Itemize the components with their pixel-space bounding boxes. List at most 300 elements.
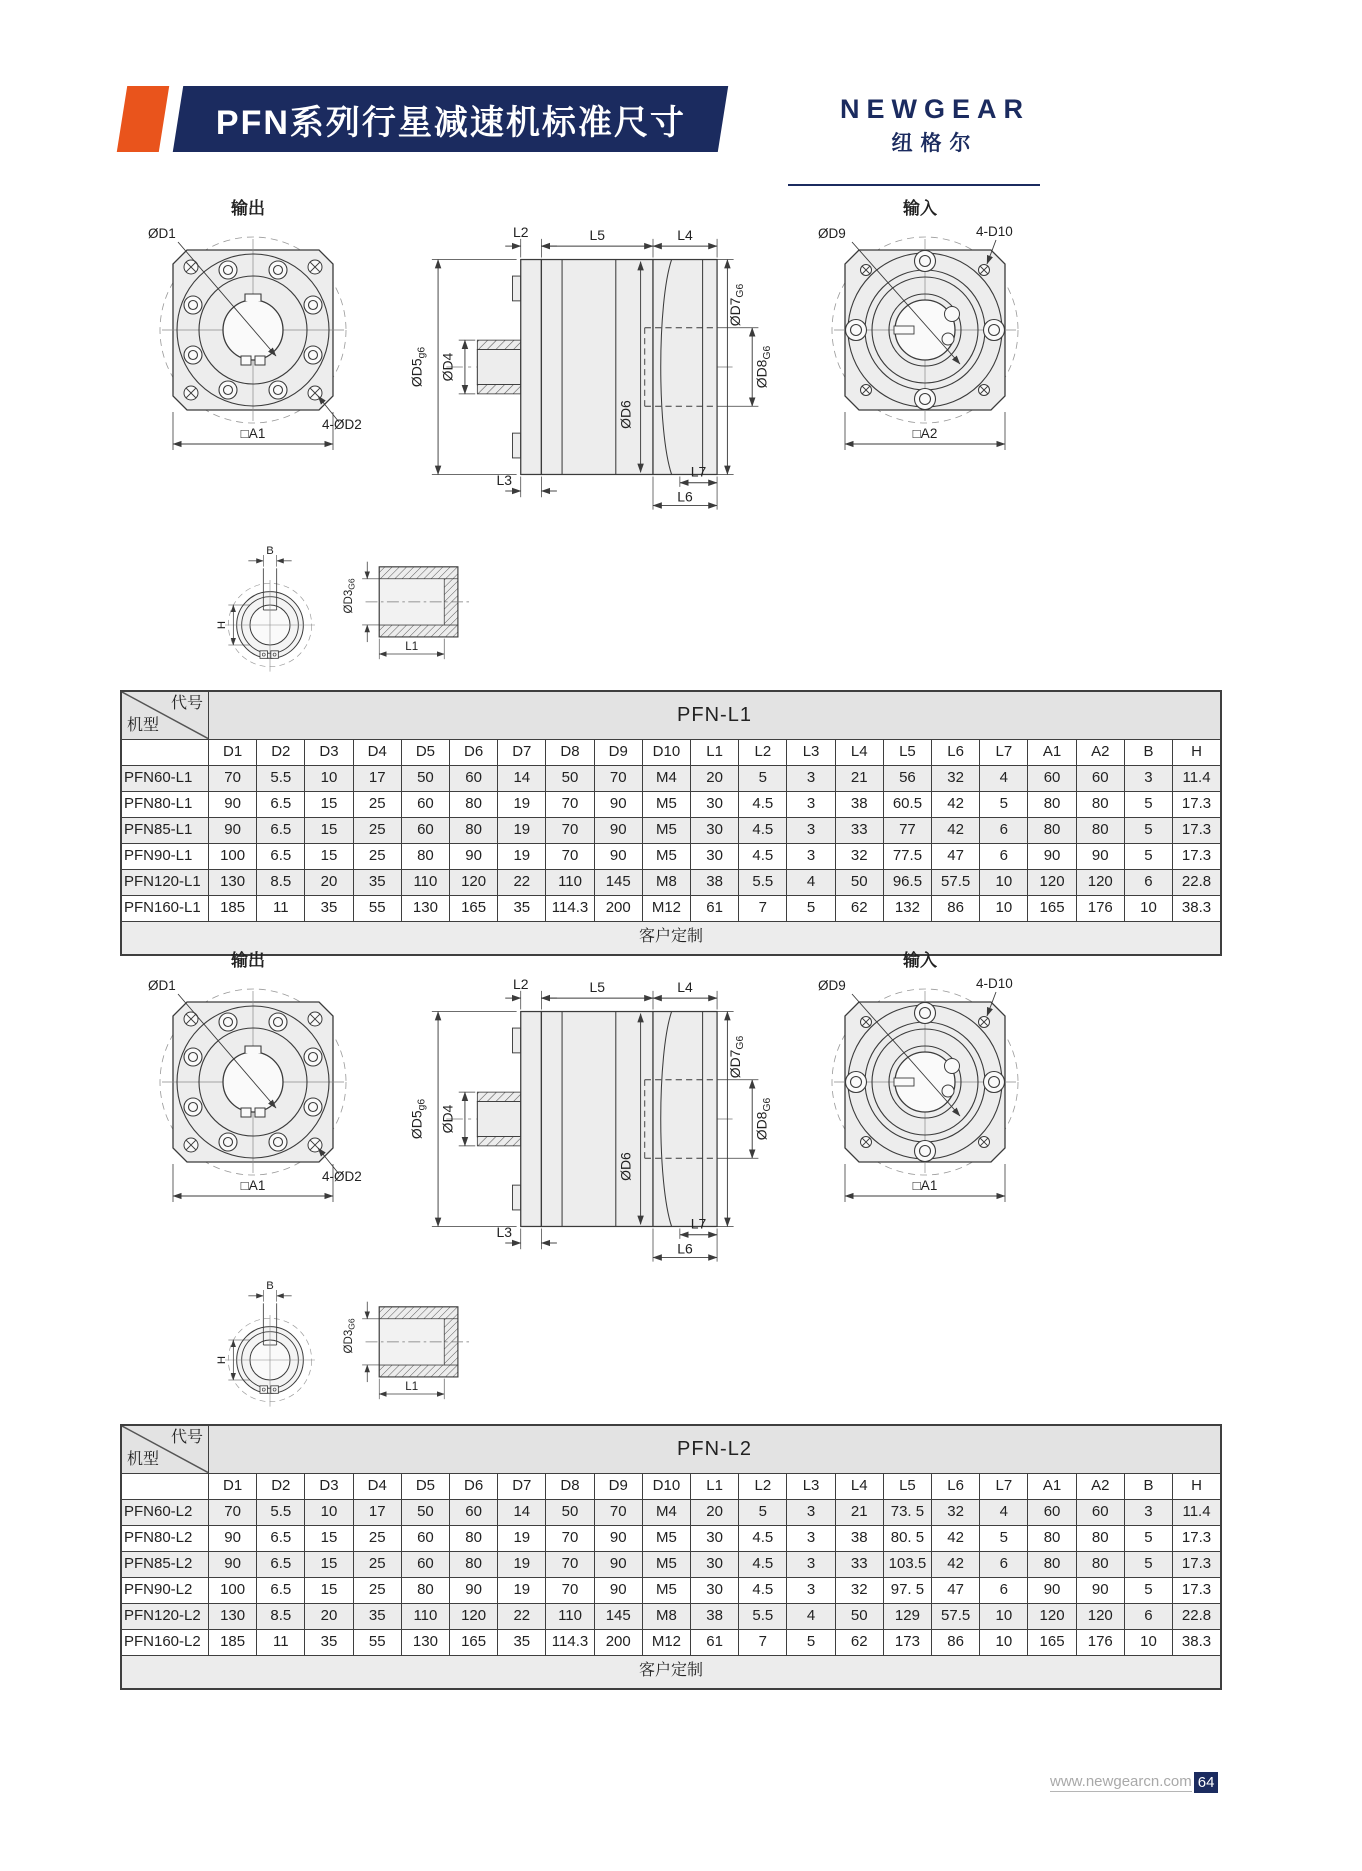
column-header: A1 xyxy=(1028,1473,1076,1499)
value-cell: M4 xyxy=(642,765,690,791)
value-cell: 17 xyxy=(353,1499,401,1525)
column-header: H xyxy=(1173,1473,1221,1499)
value-cell: 110 xyxy=(546,1603,594,1629)
value-cell: 80 xyxy=(1028,1551,1076,1577)
value-cell: 165 xyxy=(1028,895,1076,921)
value-cell: 90 xyxy=(209,817,257,843)
column-header: D1 xyxy=(209,1473,257,1499)
table-row xyxy=(121,817,1221,843)
dim-label-l4: L4 xyxy=(677,978,693,995)
dim-label-d10: 4-D10 xyxy=(976,224,1013,239)
value-cell: 19 xyxy=(498,1577,546,1603)
value-cell: 38 xyxy=(691,869,739,895)
value-cell: 20 xyxy=(691,765,739,791)
header-orange-accent xyxy=(117,86,169,152)
value-cell: 57.5 xyxy=(932,869,980,895)
value-cell: 42 xyxy=(932,1551,980,1577)
pfn-l1-table xyxy=(120,690,1222,956)
value-cell: 70 xyxy=(209,765,257,791)
column-header: D8 xyxy=(546,1473,594,1499)
blank-cell xyxy=(121,1473,209,1499)
value-cell: 120 xyxy=(1028,1603,1076,1629)
value-cell: 4.5 xyxy=(739,843,787,869)
value-cell: 90 xyxy=(450,1577,498,1603)
dim-label-l2: L2 xyxy=(512,975,529,992)
dim-label-d5: $ØD5_{g6}$ xyxy=(408,346,428,388)
column-header: L4 xyxy=(835,739,883,765)
value-cell: 145 xyxy=(594,869,642,895)
column-header: L7 xyxy=(980,1473,1028,1499)
value-cell: 30 xyxy=(691,1525,739,1551)
value-cell: 11 xyxy=(257,1629,305,1655)
value-cell: 90 xyxy=(1076,1577,1124,1603)
value-cell: 4.5 xyxy=(739,1577,787,1603)
value-cell: 30 xyxy=(691,843,739,869)
value-cell: 22.8 xyxy=(1173,869,1221,895)
value-cell: 30 xyxy=(691,1577,739,1603)
header-divider xyxy=(788,184,1040,186)
value-cell: 5.5 xyxy=(257,1499,305,1525)
value-cell: 25 xyxy=(353,1577,401,1603)
value-cell: 60 xyxy=(1028,765,1076,791)
value-cell: 60 xyxy=(401,1525,449,1551)
value-cell: 21 xyxy=(835,765,883,791)
value-cell: 42 xyxy=(932,1525,980,1551)
value-cell: 42 xyxy=(932,791,980,817)
value-cell: M5 xyxy=(642,843,690,869)
value-cell: 6.5 xyxy=(257,1551,305,1577)
dim-label-d7: $ØD7_{G6}$ xyxy=(726,1035,746,1079)
value-cell: 176 xyxy=(1076,1629,1124,1655)
value-cell: M5 xyxy=(642,791,690,817)
value-cell: 15 xyxy=(305,791,353,817)
value-cell: 6.5 xyxy=(257,1577,305,1603)
column-header: L2 xyxy=(739,1473,787,1499)
column-header: L1 xyxy=(691,1473,739,1499)
dim-label-d1: ØD1 xyxy=(148,978,176,993)
value-cell: 130 xyxy=(401,895,449,921)
value-cell: 17 xyxy=(353,765,401,791)
dim-label-d8: $ØD8_{G6}$ xyxy=(753,1097,773,1141)
shaft-section-drawing-1 xyxy=(205,545,330,685)
column-header: D10 xyxy=(642,1473,690,1499)
dim-label-l1: L1 xyxy=(405,1380,419,1393)
column-header: L6 xyxy=(932,1473,980,1499)
value-cell: 130 xyxy=(209,1603,257,1629)
value-cell: 50 xyxy=(546,765,594,791)
value-cell: 3 xyxy=(787,1577,835,1603)
table-row xyxy=(121,1499,1221,1525)
value-cell: 3 xyxy=(787,1525,835,1551)
brand-name-cn: 纽格尔 xyxy=(891,132,979,155)
column-header: B xyxy=(1124,739,1172,765)
dim-label-l4: L4 xyxy=(677,226,693,243)
value-cell: 62 xyxy=(835,1629,883,1655)
column-header: D5 xyxy=(401,739,449,765)
value-cell: M12 xyxy=(642,1629,690,1655)
column-header: L3 xyxy=(787,739,835,765)
dim-label-a1: □A1 xyxy=(240,1178,266,1193)
column-header: D4 xyxy=(353,739,401,765)
column-header: L7 xyxy=(980,739,1028,765)
model-cell: PFN160-L2 xyxy=(121,1629,209,1655)
column-header: D6 xyxy=(450,1473,498,1499)
value-cell: 8.5 xyxy=(257,869,305,895)
value-cell: 4 xyxy=(980,1499,1028,1525)
value-cell: 4.5 xyxy=(739,1551,787,1577)
bushing-drawing-1 xyxy=(338,548,488,672)
dim-label-a2: □A2 xyxy=(912,426,938,441)
model-cell: PFN160-L1 xyxy=(121,895,209,921)
column-header: L4 xyxy=(835,1473,883,1499)
value-cell: 25 xyxy=(353,843,401,869)
column-header: L1 xyxy=(691,739,739,765)
value-cell: 25 xyxy=(353,791,401,817)
value-cell: 5 xyxy=(1124,843,1172,869)
value-cell: 90 xyxy=(1028,843,1076,869)
value-cell: 80 xyxy=(1076,791,1124,817)
output-view-title: 输出 xyxy=(231,199,265,218)
value-cell: 11.4 xyxy=(1173,765,1221,791)
column-header-row xyxy=(121,739,1221,765)
value-cell: 185 xyxy=(209,895,257,921)
value-cell: M8 xyxy=(642,1603,690,1629)
value-cell: 7 xyxy=(739,1629,787,1655)
column-header: L6 xyxy=(932,739,980,765)
value-cell: 90 xyxy=(594,1551,642,1577)
dim-label-d3: $ØD3_{G6}$ xyxy=(342,578,357,614)
column-header: D2 xyxy=(257,1473,305,1499)
value-cell: 90 xyxy=(209,1551,257,1577)
dim-label-d2: 4-ØD2 xyxy=(322,1169,362,1184)
page-title: PFN系列行星减速机标准尺寸 xyxy=(215,103,686,142)
column-header: A1 xyxy=(1028,739,1076,765)
value-cell: 60 xyxy=(401,817,449,843)
value-cell: 8.5 xyxy=(257,1603,305,1629)
value-cell: 90 xyxy=(594,843,642,869)
value-cell: 35 xyxy=(498,895,546,921)
value-cell: 20 xyxy=(305,1603,353,1629)
value-cell: 6 xyxy=(980,843,1028,869)
column-header: D9 xyxy=(594,1473,642,1499)
table-row xyxy=(121,1629,1221,1655)
value-cell: 11.4 xyxy=(1173,1499,1221,1525)
value-cell: 60 xyxy=(450,1499,498,1525)
value-cell: 61 xyxy=(691,1629,739,1655)
value-cell: 4 xyxy=(787,1603,835,1629)
dim-label-h: H xyxy=(216,620,228,630)
value-cell: 70 xyxy=(546,1551,594,1577)
value-cell: 77 xyxy=(883,817,931,843)
value-cell: 6.5 xyxy=(257,1525,305,1551)
dim-label-d9: ØD9 xyxy=(818,978,846,993)
value-cell: 5.5 xyxy=(257,765,305,791)
value-cell: 70 xyxy=(546,791,594,817)
dim-label-d1: ØD1 xyxy=(148,226,176,241)
dim-label-d4: ØD4 xyxy=(439,352,456,382)
value-cell: 90 xyxy=(594,1577,642,1603)
dim-label-a1-input: □A1 xyxy=(912,1178,938,1193)
value-cell: 15 xyxy=(305,1525,353,1551)
dim-label-a1: □A1 xyxy=(240,426,266,441)
dim-label-d3: $ØD3_{G6}$ xyxy=(342,1318,357,1354)
value-cell: 165 xyxy=(450,1629,498,1655)
value-cell: 70 xyxy=(546,843,594,869)
value-cell: 50 xyxy=(835,1603,883,1629)
dim-label-l3: L3 xyxy=(496,1223,512,1240)
model-cell: PFN120-L2 xyxy=(121,1603,209,1629)
column-header: D7 xyxy=(498,1473,546,1499)
value-cell: 4 xyxy=(787,869,835,895)
dim-label-d4: ØD4 xyxy=(439,1104,456,1134)
value-cell: 80 xyxy=(1028,791,1076,817)
column-header: L2 xyxy=(739,739,787,765)
value-cell: 90 xyxy=(1028,1577,1076,1603)
table-row xyxy=(121,1525,1221,1551)
dim-label-l6: L6 xyxy=(677,488,693,505)
value-cell: 10 xyxy=(980,869,1028,895)
value-cell: 90 xyxy=(594,1525,642,1551)
pfn-l2-table xyxy=(120,1424,1222,1690)
dim-label-d6: ØD6 xyxy=(617,400,634,429)
value-cell: 62 xyxy=(835,895,883,921)
model-cell: PFN90-L2 xyxy=(121,1577,209,1603)
custom-note: 客户定制 xyxy=(121,1655,1221,1689)
value-cell: 35 xyxy=(353,1603,401,1629)
corner-label-model: 机型 xyxy=(127,1451,160,1469)
dim-label-d7: $ØD7_{G6}$ xyxy=(726,283,746,327)
dim-label-l6: L6 xyxy=(677,1240,693,1257)
value-cell: 32 xyxy=(835,843,883,869)
value-cell: 60 xyxy=(1028,1499,1076,1525)
model-cell: PFN85-L1 xyxy=(121,817,209,843)
dim-label-d6: ØD6 xyxy=(617,1152,634,1181)
value-cell: 3 xyxy=(787,791,835,817)
column-header: L5 xyxy=(883,739,931,765)
value-cell: 70 xyxy=(546,817,594,843)
page-footer xyxy=(1050,1772,1218,1793)
corner-label-model: 机型 xyxy=(127,717,160,735)
value-cell: 5 xyxy=(739,765,787,791)
value-cell: 70 xyxy=(594,1499,642,1525)
value-cell: 80 xyxy=(1076,1525,1124,1551)
column-header: D7 xyxy=(498,739,546,765)
value-cell: 50 xyxy=(401,1499,449,1525)
dim-label-d8: $ØD8_{G6}$ xyxy=(753,345,773,389)
dim-label-h: H xyxy=(216,1355,228,1365)
value-cell: M5 xyxy=(642,817,690,843)
value-cell: 5.5 xyxy=(739,1603,787,1629)
value-cell: 70 xyxy=(594,765,642,791)
value-cell: 103.5 xyxy=(883,1551,931,1577)
table-row xyxy=(121,1577,1221,1603)
value-cell: 80 xyxy=(450,1525,498,1551)
value-cell: 110 xyxy=(401,869,449,895)
value-cell: 132 xyxy=(883,895,931,921)
value-cell: 5 xyxy=(1124,1525,1172,1551)
value-cell: 100 xyxy=(209,1577,257,1603)
table-row xyxy=(121,843,1221,869)
model-cell: PFN80-L2 xyxy=(121,1525,209,1551)
value-cell: 3 xyxy=(787,1551,835,1577)
value-cell: 14 xyxy=(498,1499,546,1525)
value-cell: 6 xyxy=(980,1577,1028,1603)
value-cell: 80 xyxy=(450,791,498,817)
value-cell: 80 xyxy=(401,843,449,869)
value-cell: 110 xyxy=(546,869,594,895)
column-header: A2 xyxy=(1076,1473,1124,1499)
value-cell: 97. 5 xyxy=(883,1577,931,1603)
value-cell: 22 xyxy=(498,869,546,895)
shaft-section-drawing-2 xyxy=(205,1280,330,1420)
dim-label-b: B xyxy=(266,545,274,558)
input-view-drawing-1 xyxy=(800,198,1050,460)
model-cell: PFN120-L1 xyxy=(121,869,209,895)
dim-label-l3: L3 xyxy=(496,471,512,488)
column-header: D3 xyxy=(305,1473,353,1499)
value-cell: 3 xyxy=(787,765,835,791)
value-cell: 90 xyxy=(450,843,498,869)
value-cell: 4.5 xyxy=(739,1525,787,1551)
value-cell: 10 xyxy=(1124,1629,1172,1655)
input-view-drawing-2 xyxy=(800,950,1050,1212)
output-view-drawing-1 xyxy=(128,198,378,460)
side-view-drawing-2 xyxy=(405,964,777,1274)
column-header: D10 xyxy=(642,739,690,765)
value-cell: 90 xyxy=(209,1525,257,1551)
custom-note: 客户定制 xyxy=(121,921,1221,955)
value-cell: 70 xyxy=(209,1499,257,1525)
table-row xyxy=(121,869,1221,895)
value-cell: 20 xyxy=(691,1499,739,1525)
value-cell: 15 xyxy=(305,817,353,843)
brand-name: NEWGEAR xyxy=(840,94,1030,124)
column-header-row xyxy=(121,1473,1221,1499)
model-cell: PFN60-L1 xyxy=(121,765,209,791)
dim-label-l2: L2 xyxy=(512,223,529,240)
table-row xyxy=(121,1551,1221,1577)
value-cell: 5 xyxy=(1124,791,1172,817)
model-cell: PFN80-L1 xyxy=(121,791,209,817)
value-cell: 5.5 xyxy=(739,869,787,895)
value-cell: 3 xyxy=(787,817,835,843)
table-title: PFN-L2 xyxy=(209,1425,1222,1473)
value-cell: 6.5 xyxy=(257,843,305,869)
table-footer-row xyxy=(121,1655,1221,1689)
value-cell: 60 xyxy=(401,1551,449,1577)
value-cell: 30 xyxy=(691,791,739,817)
value-cell: 120 xyxy=(1076,869,1124,895)
dim-label-d2: 4-ØD2 xyxy=(322,417,362,432)
value-cell: 17.3 xyxy=(1173,1551,1221,1577)
value-cell: 21 xyxy=(835,1499,883,1525)
dim-label-b: B xyxy=(266,1280,274,1293)
value-cell: 25 xyxy=(353,1525,401,1551)
input-view-title: 输入 xyxy=(903,199,937,218)
value-cell: 129 xyxy=(883,1603,931,1629)
value-cell: 60 xyxy=(450,765,498,791)
value-cell: 5 xyxy=(1124,817,1172,843)
model-cell: PFN85-L2 xyxy=(121,1551,209,1577)
value-cell: 114.3 xyxy=(546,1629,594,1655)
value-cell: 25 xyxy=(353,817,401,843)
column-header: L5 xyxy=(883,1473,931,1499)
value-cell: M5 xyxy=(642,1525,690,1551)
value-cell: 50 xyxy=(835,869,883,895)
value-cell: 42 xyxy=(932,817,980,843)
value-cell: 17.3 xyxy=(1173,791,1221,817)
column-header: D8 xyxy=(546,739,594,765)
value-cell: 3 xyxy=(1124,1499,1172,1525)
value-cell: 80 xyxy=(1076,1551,1124,1577)
value-cell: 32 xyxy=(835,1577,883,1603)
value-cell: 10 xyxy=(305,1499,353,1525)
value-cell: 35 xyxy=(498,1629,546,1655)
value-cell: 4.5 xyxy=(739,817,787,843)
value-cell: 10 xyxy=(305,765,353,791)
value-cell: 80 xyxy=(1076,817,1124,843)
value-cell: 5 xyxy=(1124,1551,1172,1577)
value-cell: 17.3 xyxy=(1173,817,1221,843)
value-cell: 5 xyxy=(980,1525,1028,1551)
value-cell: 77.5 xyxy=(883,843,931,869)
model-cell: PFN60-L2 xyxy=(121,1499,209,1525)
column-header: A2 xyxy=(1076,739,1124,765)
value-cell: 86 xyxy=(932,1629,980,1655)
value-cell: 60 xyxy=(1076,765,1124,791)
value-cell: 6.5 xyxy=(257,791,305,817)
value-cell: 55 xyxy=(353,895,401,921)
dim-label-l5: L5 xyxy=(589,978,605,995)
model-cell: PFN90-L1 xyxy=(121,843,209,869)
value-cell: 130 xyxy=(401,1629,449,1655)
value-cell: 35 xyxy=(353,869,401,895)
value-cell: 22 xyxy=(498,1603,546,1629)
value-cell: 3 xyxy=(1124,765,1172,791)
value-cell: M5 xyxy=(642,1577,690,1603)
column-header: D6 xyxy=(450,739,498,765)
value-cell: 19 xyxy=(498,817,546,843)
table-title-row xyxy=(121,1425,1221,1473)
value-cell: 25 xyxy=(353,1551,401,1577)
value-cell: 10 xyxy=(980,1603,1028,1629)
value-cell: 90 xyxy=(594,817,642,843)
dim-label-d5: $ØD5_{g6}$ xyxy=(408,1098,428,1140)
value-cell: 11 xyxy=(257,895,305,921)
value-cell: 33 xyxy=(835,817,883,843)
dim-label-l5: L5 xyxy=(589,226,605,243)
value-cell: 80 xyxy=(1028,817,1076,843)
value-cell: 15 xyxy=(305,1577,353,1603)
dim-label-d9: ØD9 xyxy=(818,226,846,241)
side-view-drawing-1 xyxy=(405,212,777,522)
value-cell: 19 xyxy=(498,791,546,817)
input-view-title: 输入 xyxy=(903,951,937,970)
value-cell: 120 xyxy=(450,1603,498,1629)
value-cell: M8 xyxy=(642,869,690,895)
corner-label-code: 代号 xyxy=(170,695,203,712)
value-cell: M5 xyxy=(642,1551,690,1577)
column-header: D9 xyxy=(594,739,642,765)
value-cell: 70 xyxy=(546,1577,594,1603)
table-body xyxy=(121,1499,1221,1655)
column-header: D5 xyxy=(401,1473,449,1499)
value-cell: 165 xyxy=(450,895,498,921)
title-banner xyxy=(173,86,728,152)
column-header: D1 xyxy=(209,739,257,765)
value-cell: 20 xyxy=(305,869,353,895)
value-cell: 60 xyxy=(1076,1499,1124,1525)
